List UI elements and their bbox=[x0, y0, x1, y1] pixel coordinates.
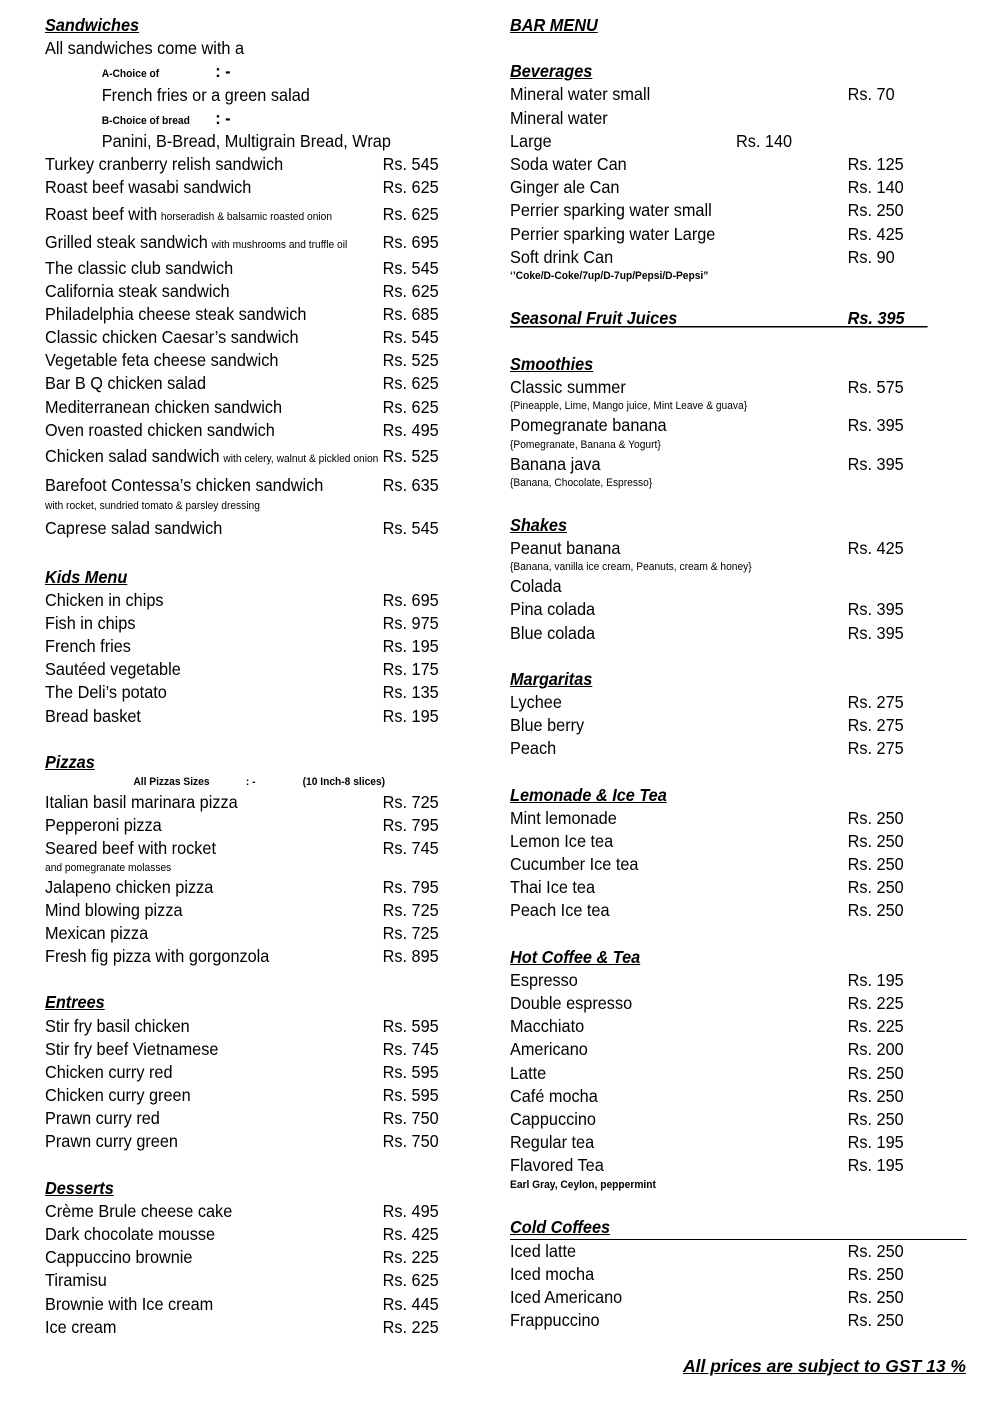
item-price: Rs. 495 bbox=[382, 419, 439, 440]
item-price: Rs. 425 bbox=[847, 223, 904, 244]
section-heading: Beverages bbox=[510, 61, 593, 82]
item-price: Rs. 445 bbox=[382, 1293, 439, 1314]
spacer bbox=[45, 968, 470, 991]
section-heading: Smoothies bbox=[510, 354, 594, 375]
item-price: Rs. 250 bbox=[847, 1263, 904, 1284]
menu-item bbox=[45, 372, 470, 395]
menu-item bbox=[45, 589, 470, 612]
spacer bbox=[510, 761, 970, 784]
item-price: Rs. 195 bbox=[382, 705, 439, 726]
menu-item bbox=[510, 853, 970, 876]
item-price: Rs. 895 bbox=[382, 946, 439, 967]
section-heading: Hot Coffee & Tea bbox=[510, 946, 641, 967]
item-name: Perrier sparking water Large bbox=[510, 223, 716, 244]
item-price: Rs. 625 bbox=[382, 396, 439, 417]
item-detail: with mushrooms and truffle oil bbox=[211, 239, 348, 251]
menu-item bbox=[510, 1154, 970, 1177]
menu-item bbox=[510, 691, 970, 714]
menu-item bbox=[45, 705, 470, 728]
menu-item bbox=[45, 1107, 470, 1130]
item-name: Macchiato bbox=[510, 1016, 585, 1037]
item-name: Stir fry beef Vietnamese bbox=[45, 1038, 219, 1059]
item-price: Rs. 975 bbox=[382, 612, 439, 633]
item-price: Rs. 595 bbox=[382, 1015, 439, 1036]
menu-item bbox=[510, 899, 970, 922]
item-price: Rs. 125 bbox=[847, 153, 904, 174]
option-label bbox=[45, 107, 527, 130]
spacer bbox=[510, 491, 970, 514]
menu-item bbox=[510, 876, 970, 899]
item-description: {Pineapple, Lime, Mango juice, Mint Leave & guava} bbox=[510, 400, 748, 413]
item-name: Flavored Tea bbox=[510, 1155, 604, 1176]
item-detail: horseradish & balsamic roasted onion bbox=[160, 210, 333, 223]
menu-item bbox=[510, 830, 970, 853]
item-price: Rs. 195 bbox=[847, 969, 904, 990]
item-name: Brownie with Ice cream bbox=[45, 1293, 214, 1314]
item-description: {Pomegranate, Banana & Yogurt} bbox=[510, 438, 661, 451]
menu-item bbox=[45, 612, 470, 635]
item-name: French fries bbox=[45, 636, 131, 657]
section-heading: Shakes bbox=[510, 514, 568, 535]
item-name: Grilled steak sandwich bbox=[45, 232, 208, 252]
menu-option-text: French fries or a green salad bbox=[101, 84, 310, 105]
menu-item bbox=[510, 1015, 970, 1038]
item-name: Regular tea bbox=[510, 1132, 595, 1153]
item-price: Rs. 545 bbox=[382, 327, 439, 348]
food-menu-column bbox=[45, 14, 470, 1339]
item-name: Espresso bbox=[510, 969, 578, 990]
menu-item bbox=[45, 280, 470, 303]
item-name: Café mocha bbox=[510, 1085, 598, 1106]
item-description: and pomegranate molasses bbox=[45, 861, 172, 874]
item-name: Mind blowing pizza bbox=[45, 899, 183, 920]
item-price: Rs. 575 bbox=[847, 377, 904, 398]
item-name: Bar B Q chicken salad bbox=[45, 373, 207, 394]
menu-item bbox=[45, 1015, 470, 1038]
item-price: Rs. 745 bbox=[382, 1038, 439, 1059]
menu-item bbox=[510, 1108, 970, 1131]
item-name: Peanut banana bbox=[510, 538, 621, 558]
menu-item bbox=[45, 1200, 470, 1223]
item-price: Rs. 625 bbox=[382, 1270, 439, 1291]
item-name: Prawn curry green bbox=[45, 1131, 178, 1152]
section-heading: BAR MENU bbox=[510, 15, 598, 35]
item-name: Fish in chips bbox=[45, 612, 136, 633]
item-name: Iced mocha bbox=[510, 1263, 595, 1284]
item-name: Italian basil marinara pizza bbox=[45, 792, 238, 812]
menu-item bbox=[45, 200, 470, 229]
spacer bbox=[510, 330, 970, 353]
menu-item bbox=[45, 471, 470, 500]
item-name: Pepperoni pizza bbox=[45, 815, 162, 836]
menu-item bbox=[45, 1130, 470, 1153]
menu-item bbox=[510, 737, 970, 760]
item-name: Thai Ice tea bbox=[510, 877, 596, 898]
item-price: Rs. 695 bbox=[382, 589, 439, 610]
item-price: Rs. 745 bbox=[382, 838, 439, 859]
item-name: Mexican pizza bbox=[45, 922, 149, 943]
item-name: Dark chocolate mousse bbox=[45, 1224, 216, 1244]
menu-item bbox=[45, 442, 470, 471]
menu-item bbox=[45, 396, 470, 419]
menu-item bbox=[45, 419, 470, 442]
menu-item bbox=[510, 807, 970, 830]
menu-text: Mineral water bbox=[510, 107, 608, 128]
item-name: Peach Ice tea bbox=[510, 900, 610, 921]
menu-item bbox=[45, 814, 470, 837]
menu-text: All sandwiches come with a bbox=[45, 38, 245, 59]
item-name: Peach bbox=[510, 738, 557, 759]
item-price: Rs. 795 bbox=[382, 815, 439, 836]
spacer bbox=[510, 923, 970, 946]
item-price: Rs. 695 bbox=[382, 232, 439, 252]
item-price: Rs. 725 bbox=[382, 899, 439, 920]
item-price: Rs. 250 bbox=[847, 877, 904, 898]
option-label bbox=[45, 60, 527, 83]
item-price: Rs. 225 bbox=[382, 1316, 439, 1337]
item-price: Rs. 195 bbox=[847, 1132, 904, 1153]
menu-item bbox=[45, 257, 470, 280]
menu-item bbox=[510, 176, 970, 199]
item-name: Chicken curry green bbox=[45, 1085, 191, 1106]
item-name: Crème Brule cheese cake bbox=[45, 1200, 233, 1221]
menu-item bbox=[510, 1038, 970, 1061]
item-price: Rs. 395 bbox=[847, 622, 904, 643]
item-name: Roast beef with bbox=[45, 203, 158, 224]
item-name: Pomegranate banana bbox=[510, 415, 667, 436]
menu-item bbox=[510, 992, 970, 1015]
pizza-size-separator: : - bbox=[245, 776, 256, 788]
item-price: Rs. 200 bbox=[847, 1039, 904, 1060]
item-name: Roast beef wasabi sandwich bbox=[45, 177, 252, 198]
section-heading: Cold Coffees bbox=[510, 1216, 967, 1240]
gst-footnote: All prices are subject to GST 13 % bbox=[682, 1356, 966, 1376]
option-separator: : - bbox=[215, 107, 231, 128]
menu-item bbox=[510, 714, 970, 737]
item-description: with rocket, sundried tomato & parsley dressing bbox=[45, 500, 260, 512]
menu-item bbox=[510, 598, 970, 621]
item-name: Turkey cranberry relish sandwich bbox=[45, 154, 284, 175]
item-price: Rs. 625 bbox=[382, 373, 439, 394]
item-name: Lychee bbox=[510, 691, 562, 712]
spacer bbox=[510, 37, 970, 60]
section-heading: Kids Menu bbox=[45, 566, 128, 587]
item-name: Barefoot Contessa’s chicken sandwich bbox=[45, 474, 324, 495]
item-description: {Banana, vanilla ice cream, Peanuts, cream & honey} bbox=[510, 561, 752, 574]
item-name: Pina colada bbox=[510, 599, 596, 620]
item-name: California steak sandwich bbox=[45, 280, 230, 301]
spacer bbox=[45, 543, 470, 566]
item-price: Rs. 625 bbox=[382, 203, 439, 224]
pizza-size-note bbox=[45, 774, 470, 791]
menu-item bbox=[510, 83, 970, 106]
menu-item bbox=[510, 1085, 970, 1108]
item-detail: with celery, walnut & pickled onion bbox=[223, 453, 379, 465]
section-heading: Margaritas bbox=[510, 668, 593, 689]
item-price: Rs. 275 bbox=[847, 738, 904, 759]
item-name: Oven roasted chicken sandwich bbox=[45, 419, 275, 440]
option-label-text: B-Choice of bread bbox=[101, 114, 190, 127]
item-price: Rs. 250 bbox=[847, 1240, 904, 1261]
item-price: Rs. 140 bbox=[735, 130, 793, 151]
bar-menu-column bbox=[510, 14, 970, 1332]
item-name: Ginger ale Can bbox=[510, 177, 620, 198]
item-name: Iced latte bbox=[510, 1240, 577, 1261]
pizza-size-value: (10 Inch-8 slices) bbox=[302, 776, 386, 788]
item-price: Rs. 195 bbox=[847, 1155, 904, 1176]
item-price: Rs. 395 bbox=[847, 453, 904, 474]
item-description: ‘’Coke/D-Coke/7up/D-7up/Pepsi/D-Pepsi” bbox=[510, 269, 709, 282]
menu-item bbox=[45, 658, 470, 681]
item-name: The classic club sandwich bbox=[45, 257, 234, 278]
menu-item bbox=[45, 326, 470, 349]
item-price: Rs. 545 bbox=[382, 154, 439, 175]
menu-item bbox=[510, 969, 970, 992]
item-price: Rs. 175 bbox=[382, 659, 439, 680]
menu-item bbox=[510, 246, 970, 269]
menu-item bbox=[510, 622, 970, 645]
item-price: Rs. 225 bbox=[382, 1247, 439, 1268]
item-price: Rs. 250 bbox=[847, 1310, 904, 1331]
item-name: Perrier sparking water small bbox=[510, 200, 712, 221]
item-description: {Banana, Chocolate, Espresso} bbox=[510, 476, 653, 489]
item-price: Rs. 545 bbox=[382, 257, 439, 278]
item-price: Rs. 425 bbox=[382, 1224, 439, 1244]
item-price: Rs. 250 bbox=[847, 200, 904, 221]
menu-item bbox=[510, 453, 970, 476]
item-name: Banana java bbox=[510, 453, 601, 474]
option-separator: : - bbox=[215, 61, 231, 82]
item-name: Soft drink Can bbox=[510, 246, 614, 267]
pizza-size-label: All Pizzas Sizes bbox=[133, 776, 210, 788]
item-name: Fresh fig pizza with gorgonzola bbox=[45, 946, 270, 967]
item-price: Rs. 725 bbox=[382, 792, 439, 812]
menu-item bbox=[510, 223, 970, 246]
section-price: Rs. 395 bbox=[847, 307, 905, 328]
item-name: Seared beef with rocket bbox=[45, 838, 216, 859]
menu-item bbox=[45, 514, 470, 543]
item-name: Chicken in chips bbox=[45, 589, 164, 610]
menu-item bbox=[510, 1062, 970, 1085]
item-name: Cappuccino brownie bbox=[45, 1247, 193, 1268]
menu-item bbox=[510, 1286, 970, 1309]
item-name: Stir fry basil chicken bbox=[45, 1015, 190, 1036]
item-name: Lemon Ice tea bbox=[510, 830, 614, 851]
item-price: Rs. 225 bbox=[847, 993, 904, 1013]
section-heading: Lemonade & Ice Tea bbox=[510, 784, 667, 805]
item-name: Tiramisu bbox=[45, 1270, 107, 1291]
menu-item bbox=[45, 899, 470, 922]
menu-item bbox=[45, 228, 470, 257]
item-name: Latte bbox=[510, 1062, 547, 1083]
spacer bbox=[510, 645, 970, 668]
menu-item bbox=[45, 1246, 470, 1269]
menu-item bbox=[45, 1061, 470, 1084]
item-price: Rs. 140 bbox=[847, 177, 904, 198]
item-price: Rs. 250 bbox=[847, 1108, 904, 1129]
menu-item bbox=[45, 1316, 470, 1339]
item-name: Chicken curry red bbox=[45, 1061, 173, 1082]
item-price: Rs. 625 bbox=[382, 177, 439, 198]
item-name: Large bbox=[510, 130, 552, 151]
spacer bbox=[45, 728, 470, 751]
item-price: Rs. 225 bbox=[847, 1016, 904, 1037]
menu-item bbox=[45, 945, 470, 968]
menu-item bbox=[510, 199, 970, 222]
item-name: Blue colada bbox=[510, 622, 596, 643]
section-heading: Entrees bbox=[45, 992, 105, 1013]
spacer bbox=[510, 284, 970, 307]
menu-item bbox=[45, 153, 470, 176]
menu-item bbox=[45, 1084, 470, 1107]
menu-item bbox=[510, 153, 970, 176]
item-name: Mediterranean chicken sandwich bbox=[45, 396, 283, 417]
menu-item bbox=[45, 1038, 470, 1061]
item-price: Rs. 595 bbox=[382, 1061, 439, 1082]
menu-item bbox=[45, 922, 470, 945]
menu-item bbox=[45, 1223, 470, 1246]
item-name: Frappuccino bbox=[510, 1310, 600, 1331]
menu-item bbox=[45, 681, 470, 704]
option-label-text: A-Choice of bbox=[101, 68, 160, 81]
menu-item bbox=[45, 837, 470, 860]
menu-item bbox=[45, 791, 470, 814]
item-price: Rs. 250 bbox=[847, 1062, 904, 1083]
section-heading: Pizzas bbox=[45, 751, 95, 772]
section-heading bbox=[510, 307, 928, 330]
item-name: Blue berry bbox=[510, 715, 585, 736]
item-name: Caprese salad sandwich bbox=[45, 518, 223, 538]
section-heading: Desserts bbox=[45, 1177, 114, 1198]
menu-item bbox=[45, 635, 470, 658]
item-price: Rs. 725 bbox=[382, 922, 439, 943]
menu-item bbox=[45, 176, 470, 199]
menu-item bbox=[45, 1269, 470, 1292]
menu-item bbox=[45, 1293, 470, 1316]
item-description: Earl Gray, Ceylon, peppermint bbox=[510, 1178, 656, 1191]
item-name: Ice cream bbox=[45, 1316, 117, 1337]
item-price: Rs. 425 bbox=[847, 538, 904, 558]
item-price: Rs. 70 bbox=[847, 84, 895, 105]
menu-item bbox=[510, 130, 970, 153]
item-price: Rs. 250 bbox=[847, 1287, 904, 1308]
menu-item bbox=[45, 349, 470, 372]
item-price: Rs. 250 bbox=[847, 854, 904, 875]
menu-text: Colada bbox=[510, 576, 562, 597]
item-price: Rs. 545 bbox=[382, 518, 439, 538]
spacer bbox=[45, 1154, 470, 1177]
menu-item bbox=[510, 1131, 970, 1154]
item-name: Cappuccino bbox=[510, 1108, 596, 1129]
item-price: Rs. 525 bbox=[382, 446, 439, 466]
menu-item bbox=[510, 414, 970, 437]
spacer bbox=[510, 1193, 970, 1216]
item-name: Philadelphia cheese steak sandwich bbox=[45, 303, 307, 324]
menu-item bbox=[510, 1309, 970, 1332]
item-price: Rs. 250 bbox=[847, 807, 904, 828]
item-name: Bread basket bbox=[45, 705, 141, 726]
item-price: Rs. 275 bbox=[847, 691, 904, 712]
item-name: Vegetable feta cheese sandwich bbox=[45, 350, 279, 371]
item-price: Rs. 595 bbox=[382, 1085, 439, 1106]
item-name: Classic summer bbox=[510, 377, 626, 398]
item-price: Rs. 275 bbox=[847, 715, 904, 736]
item-price: Rs. 495 bbox=[382, 1200, 439, 1221]
item-name: Mint lemonade bbox=[510, 807, 617, 828]
item-name: Americano bbox=[510, 1039, 588, 1060]
item-name: Soda water Can bbox=[510, 153, 627, 174]
menu-item bbox=[510, 1263, 970, 1286]
item-price: Rs. 685 bbox=[382, 303, 439, 324]
item-price: Rs. 625 bbox=[382, 280, 439, 301]
menu-item bbox=[45, 876, 470, 899]
item-name: Classic chicken Caesar’s sandwich bbox=[45, 327, 299, 348]
menu-option-text: Panini, B-Bread, Multigrain Bread, Wrap bbox=[101, 130, 391, 151]
item-name: Cucumber Ice tea bbox=[510, 854, 639, 875]
item-price: Rs. 795 bbox=[382, 876, 439, 897]
item-price: Rs. 525 bbox=[382, 350, 439, 371]
item-price: Rs. 635 bbox=[382, 474, 439, 495]
item-price: Rs. 750 bbox=[382, 1131, 439, 1152]
item-price: Rs. 135 bbox=[382, 682, 439, 703]
item-name: The Deli’s potato bbox=[45, 682, 167, 703]
menu-item bbox=[45, 303, 470, 326]
item-name: Iced Americano bbox=[510, 1287, 623, 1308]
menu-item bbox=[510, 376, 970, 399]
section-heading-label: Seasonal Fruit Juices bbox=[510, 307, 678, 328]
item-price: Rs. 395 bbox=[847, 599, 904, 620]
item-price: Rs. 395 bbox=[847, 415, 904, 436]
item-price: Rs. 250 bbox=[847, 900, 904, 921]
item-name: Prawn curry red bbox=[45, 1108, 160, 1129]
menu-item bbox=[510, 1240, 970, 1263]
item-name: Jalapeno chicken pizza bbox=[45, 876, 214, 897]
section-heading: Sandwiches bbox=[45, 15, 140, 35]
item-name: Sautéed vegetable bbox=[45, 659, 181, 680]
item-price: Rs. 90 bbox=[847, 246, 895, 267]
item-price: Rs. 750 bbox=[382, 1108, 439, 1129]
item-name: Chicken salad sandwich bbox=[45, 446, 220, 466]
item-price: Rs. 195 bbox=[382, 636, 439, 657]
item-name: Double espresso bbox=[510, 993, 633, 1013]
item-price: Rs. 250 bbox=[847, 1085, 904, 1106]
item-price: Rs. 250 bbox=[847, 830, 904, 851]
menu-item bbox=[510, 537, 970, 560]
item-name: Mineral water small bbox=[510, 84, 651, 105]
